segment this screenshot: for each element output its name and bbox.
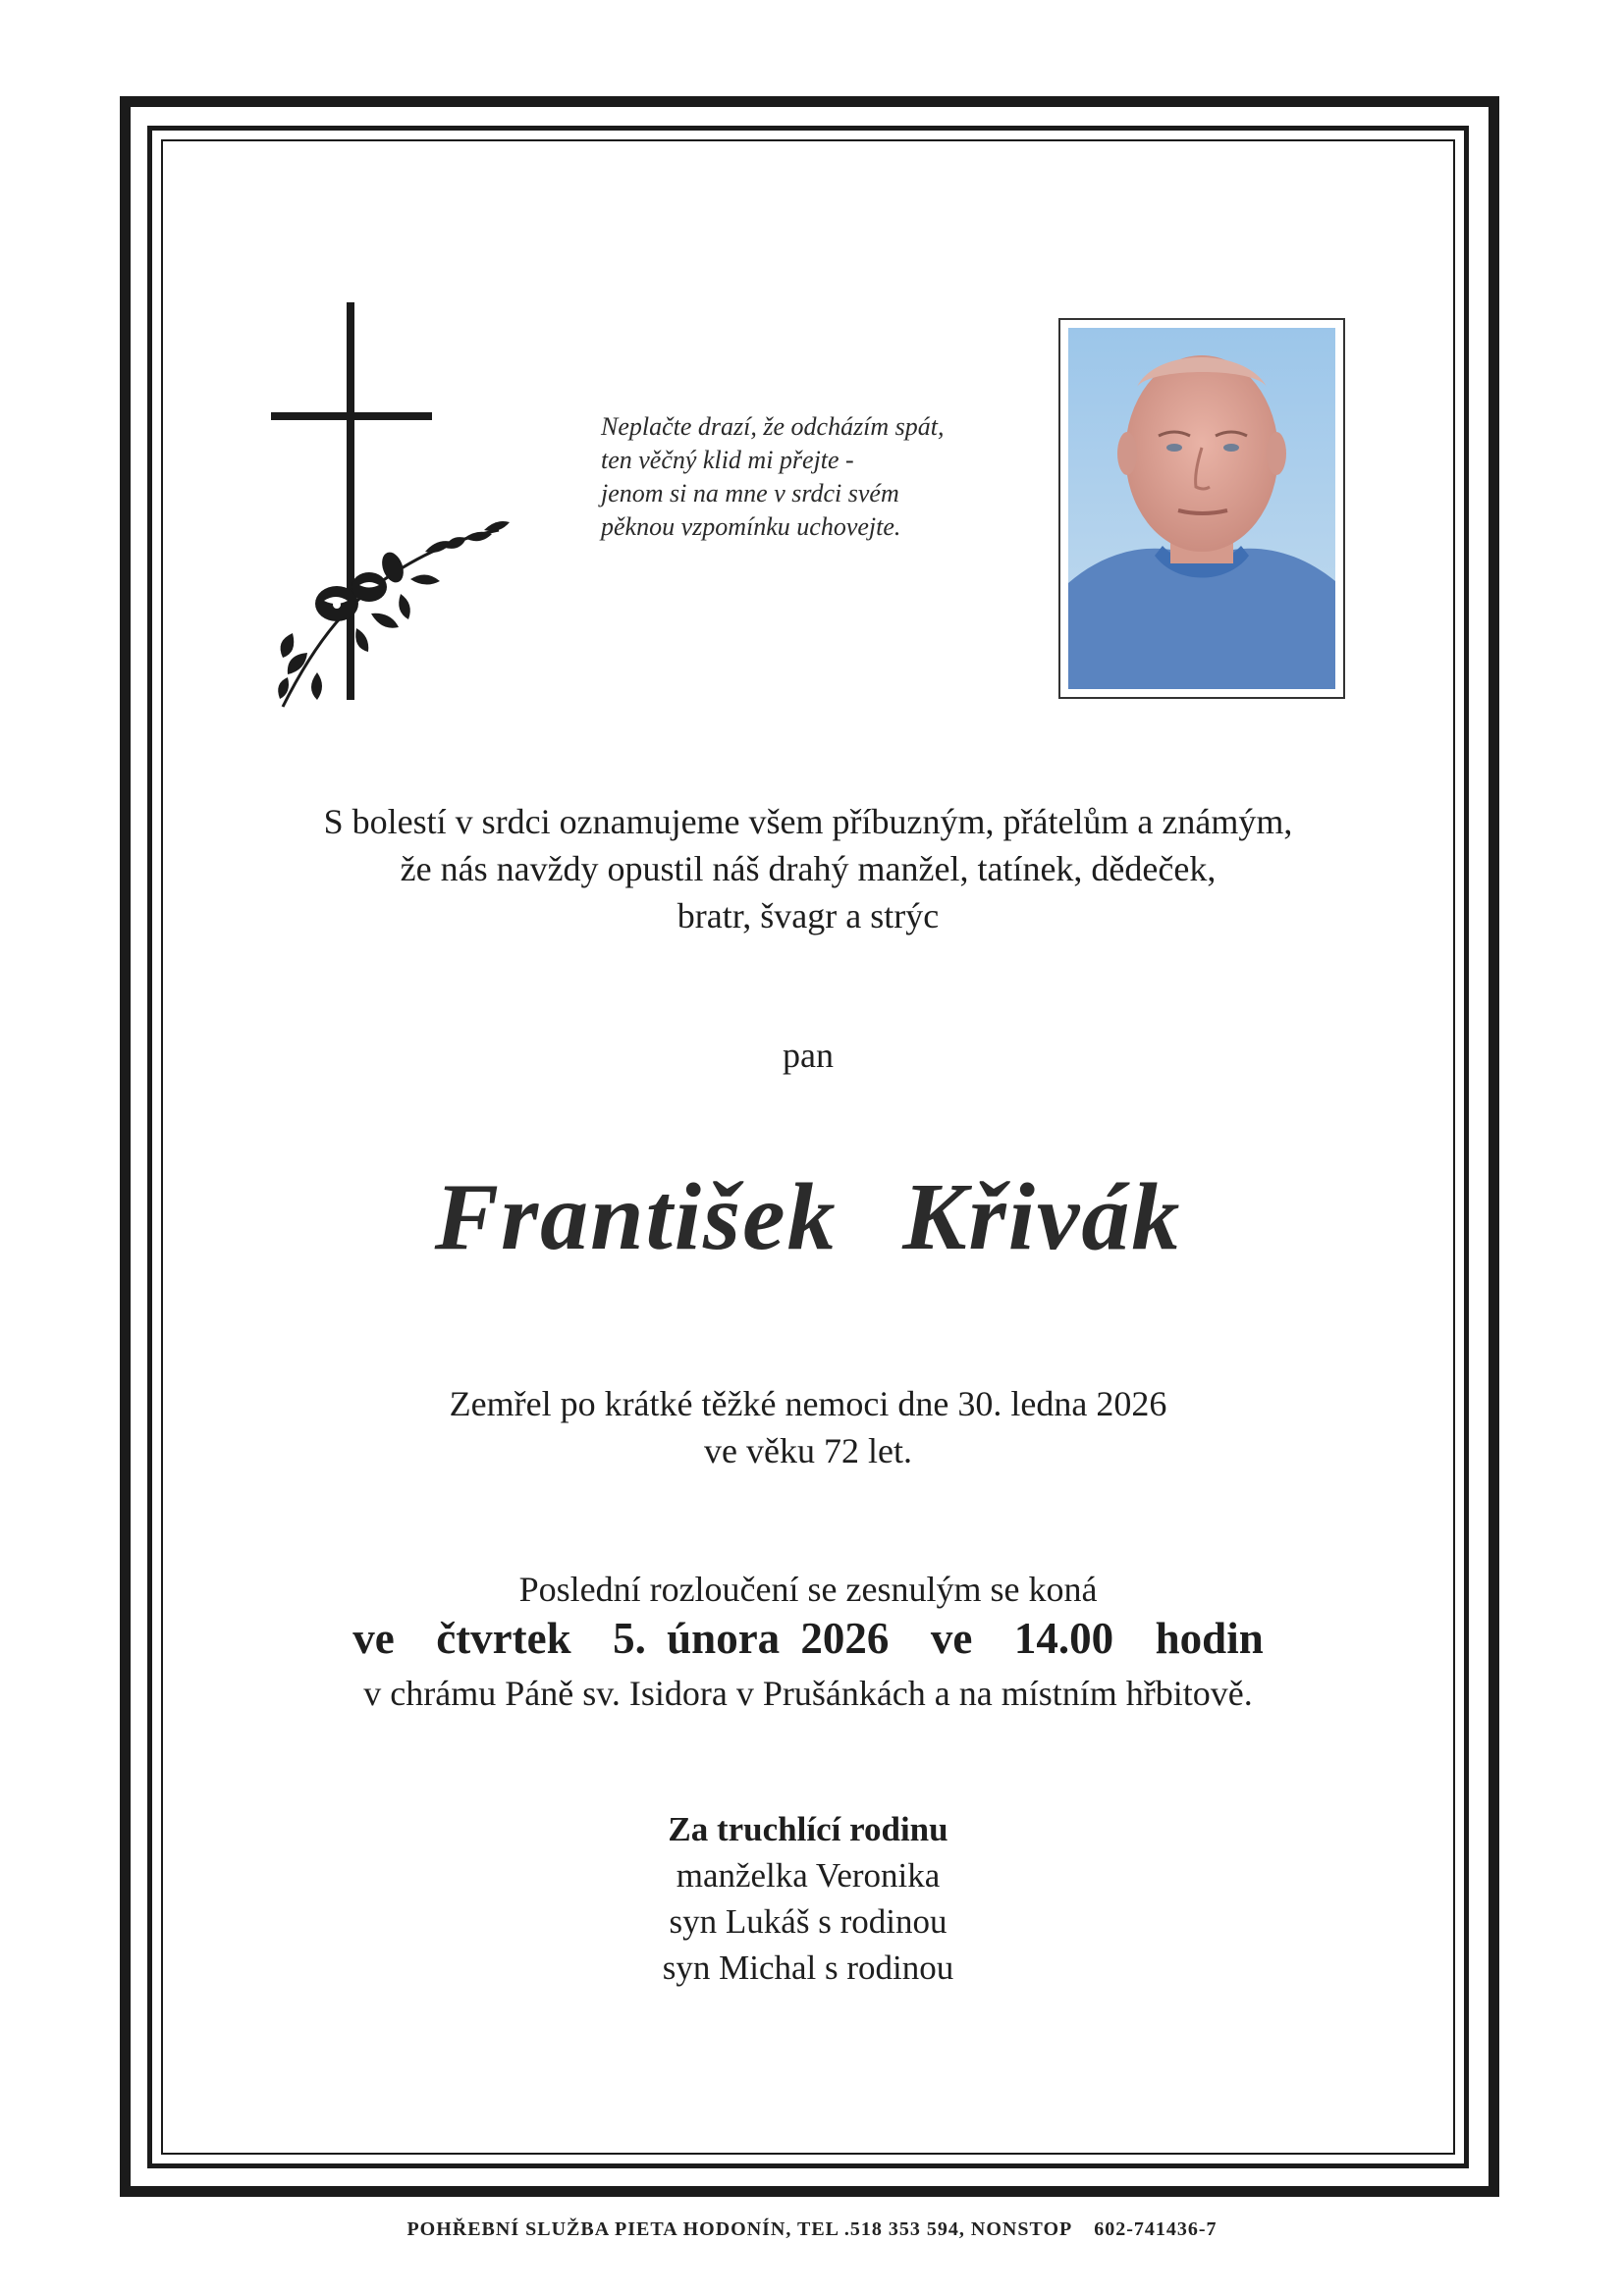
announcement-text bbox=[161, 798, 1455, 939]
family-member: syn Lukáš s rodinou bbox=[669, 1902, 947, 1941]
cross-with-roses-icon bbox=[263, 294, 518, 717]
verse-line: pěknou vzpomínku uchovejte. bbox=[601, 512, 901, 541]
memorial-verse bbox=[601, 410, 1013, 544]
verse-line: jenom si na mne v srdci svém bbox=[601, 479, 899, 507]
title-prefix: pan bbox=[783, 1036, 834, 1075]
deceased-last-name: Křivák bbox=[902, 1164, 1182, 1270]
death-line: ve věku 72 let. bbox=[704, 1431, 912, 1470]
family-signature bbox=[161, 1806, 1455, 1991]
announcement-line: S bolestí v srdci oznamujeme všem příbuzným, přátelům a známým, bbox=[323, 802, 1293, 841]
ceremony-place: v chrámu Páně sv. Isidora v Prušánkách a na místním hřbitově. bbox=[363, 1674, 1253, 1713]
portrait-photo bbox=[1058, 318, 1345, 699]
funeral-service-footer bbox=[0, 2218, 1624, 2241]
verse-line: Neplačte drazí, že odcházím spát, bbox=[601, 412, 945, 441]
death-line: Zemřel po krátké těžké nemoci dne 30. ledna 2026 bbox=[449, 1384, 1167, 1423]
deceased-name bbox=[161, 1158, 1455, 1276]
ceremony-date-time: ve čtvrtek 5. února 2026 ve 14.00 hodin bbox=[352, 1614, 1264, 1663]
announcement-line: že nás navždy opustil náš drahý manžel, tatínek, dědeček, bbox=[400, 849, 1217, 888]
family-heading: Za truchlící rodinu bbox=[668, 1810, 948, 1848]
ceremony-intro: Poslední rozloučení se zesnulým se koná bbox=[518, 1570, 1098, 1609]
family-member: manželka Veronika bbox=[676, 1856, 941, 1895]
family-member: syn Michal s rodinou bbox=[662, 1949, 954, 1987]
footer-nonstop-phone: 602-741436-7 bbox=[1094, 2218, 1218, 2240]
verse-line: ten věčný klid mi přejte - bbox=[601, 446, 854, 474]
announcement-line: bratr, švagr a strýc bbox=[677, 896, 940, 935]
footer-company: POHŘEBNÍ SLUŽBA PIETA HODONÍN, TEL .518 353 594, NONSTOP bbox=[406, 2218, 1073, 2240]
deceased-first-name: František bbox=[434, 1164, 838, 1270]
death-details bbox=[161, 1380, 1455, 1474]
